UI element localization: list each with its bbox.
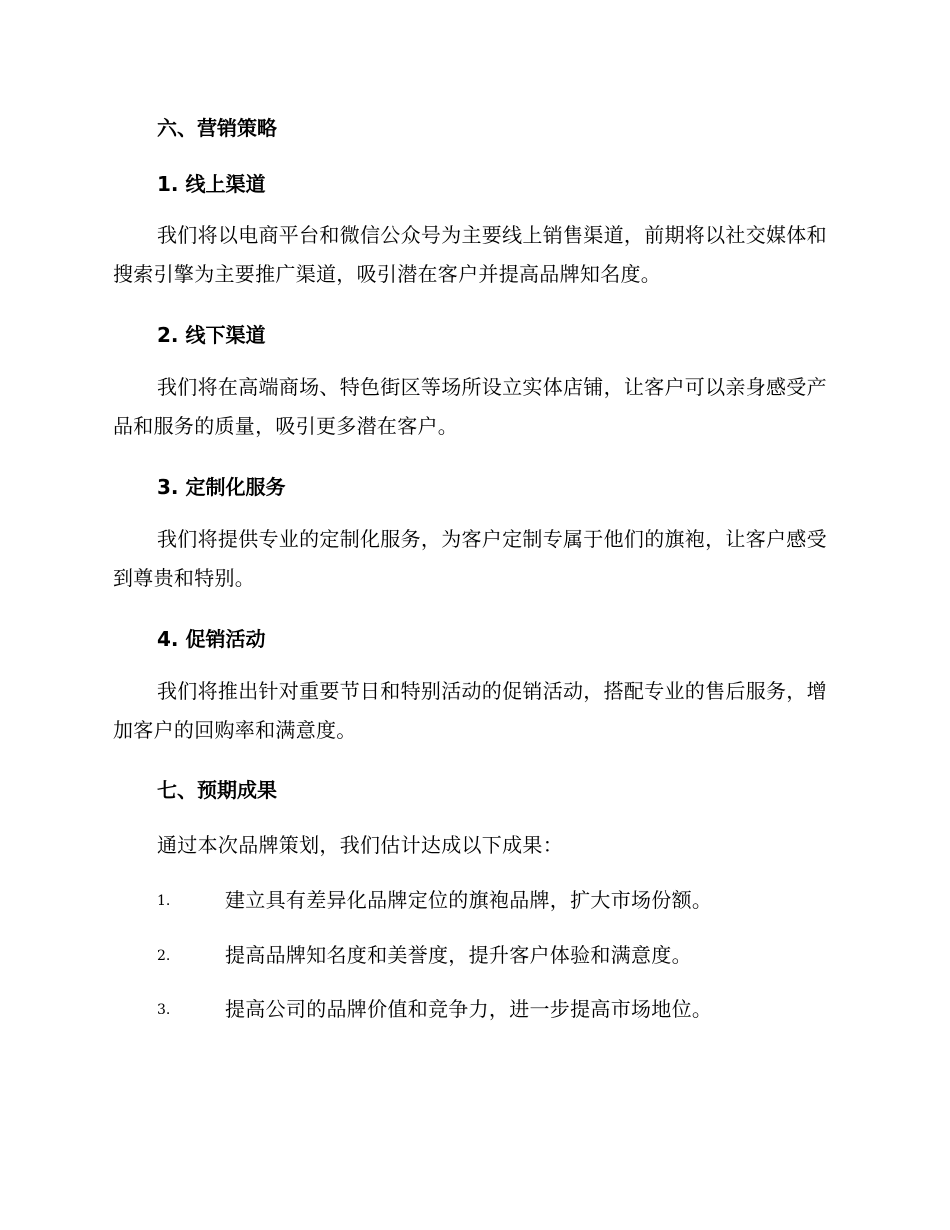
section-title-marketing: 六、营销策略 [157, 116, 277, 140]
paragraph-offline: 我们将在高端商场、特色街区等场所设立实体店铺，让客户可以亲身感受产品和服务的质量，吸引更多潜在客户。 [113, 375, 827, 438]
paragraph-online: 我们将以电商平台和微信公众号为主要线上销售渠道，前期将以社交媒体和搜索引擎为主要推广渠道，吸引潜在客户并提高品牌知名度。 [113, 223, 827, 286]
list-item-number: 1. [157, 893, 171, 909]
outcomes-intro: 通过本次品牌策划，我们估计达成以下成果： [157, 833, 563, 857]
list-item-text: 提高公司的品牌价值和竞争力，进一步提高市场地位。 [225, 997, 713, 1021]
subsection-heading-custom: 3. 定制化服务 [157, 475, 286, 499]
paragraph-custom: 我们将提供专业的定制化服务，为客户定制专属于他们的旗袍，让客户感受到尊贵和特别。 [113, 527, 827, 590]
list-item-number: 3. [157, 1002, 171, 1018]
section-title-outcomes: 七、预期成果 [157, 778, 277, 802]
list-item-text: 建立具有差异化品牌定位的旗袍品牌，扩大市场份额。 [225, 888, 713, 912]
subsection-heading-online: 1. 线上渠道 [157, 172, 266, 196]
list-item-number: 2. [157, 948, 171, 964]
subsection-heading-offline: 2. 线下渠道 [157, 323, 266, 347]
subsection-heading-promotion: 4. 促销活动 [157, 627, 266, 651]
paragraph-promotion: 我们将推出针对重要节日和特别活动的促销活动，搭配专业的售后服务，增加客户的回购率和满意度。 [113, 679, 827, 742]
list-item-text: 提高品牌知名度和美誉度，提升客户体验和满意度。 [225, 943, 692, 967]
